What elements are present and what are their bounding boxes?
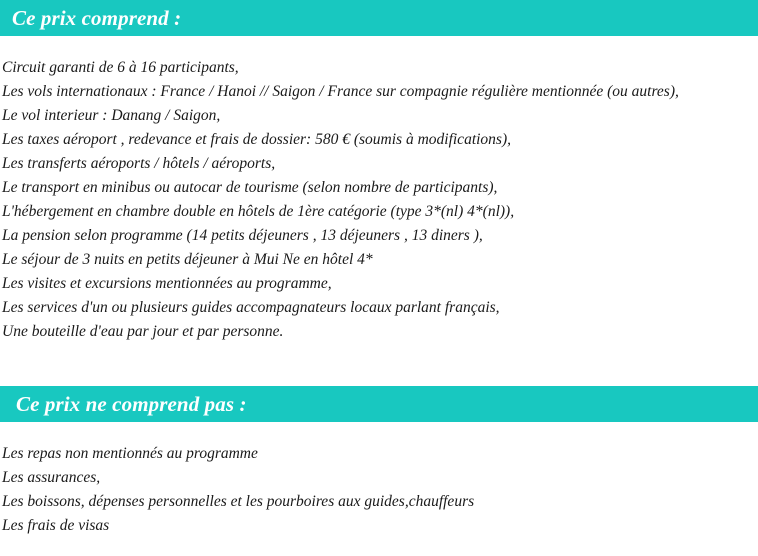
list-item: Les visites et excursions mentionnées au programme, [2, 275, 332, 292]
list-item: Les vols internationaux : France / Hanoi // Saigon / France sur compagnie régulière mentionnée (ou autres), [2, 83, 679, 100]
list-item: Le séjour de 3 nuits en petits déjeuner à Mui Ne en hôtel 4* [2, 251, 373, 268]
section-spacer [0, 344, 758, 386]
included-section-header: Ce prix comprend : [0, 0, 758, 36]
list-item: Les transferts aéroports / hôtels / aéroports, [2, 155, 276, 172]
excluded-section-header: Ce prix ne comprend pas : [0, 386, 758, 422]
list-item: La pension selon programme (14 petits déjeuners , 13 déjeuners , 13 diners ), [2, 227, 483, 244]
list-item: Une bouteille d'eau par jour et par personne. [2, 323, 284, 340]
list-item: Les boissons, dépenses personnelles et les pourboires aux guides,chauffeurs [2, 493, 475, 510]
excluded-items-list [0, 442, 758, 538]
list-item: L'hébergement en chambre double en hôtels de 1ère catégorie (type 3*(nl) 4*(nl)), [2, 203, 515, 220]
list-item: Les taxes aéroport , redevance et frais de dossier: 580 € (soumis à modifications), [2, 131, 511, 148]
included-items-list [0, 56, 758, 344]
list-item: Les assurances, [2, 469, 101, 486]
list-item: Les frais de visas [2, 517, 110, 534]
list-item: Le transport en minibus ou autocar de tourisme (selon nombre de participants), [2, 179, 498, 196]
list-item: Le vol interieur : Danang / Saigon, [2, 107, 221, 124]
list-item: Les services d'un ou plusieurs guides accompagnateurs locaux parlant français, [2, 299, 500, 316]
list-item: Les repas non mentionnés au programme [2, 445, 258, 462]
list-item: Circuit garanti de 6 à 16 participants, [2, 59, 239, 76]
